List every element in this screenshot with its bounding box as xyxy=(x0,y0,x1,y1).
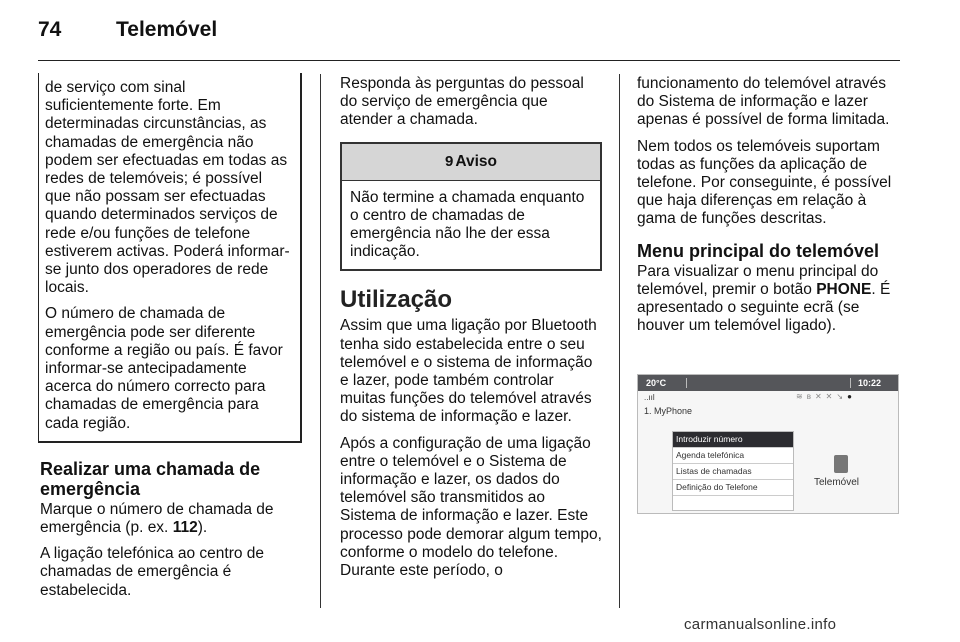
phone-icon: ↘ xyxy=(836,392,848,401)
note-paragraph-1: de serviço com sinal suficientemente forte. Em determinadas circunstâncias, as chamadas de emergência não podem ser efectuadas em todas as redes de telemóveis; é possível que não possam ser efectuadas quando determinados serviços de rede e/ou funções de telefone estiverem activas. Poderá informar-se junto dos operadores de rede locais. xyxy=(45,79,290,297)
column-divider-2 xyxy=(619,74,620,608)
p3-post: . É apresentado o seguinte ecrã (se houver um telemóvel ligado). xyxy=(637,280,891,335)
status-separator xyxy=(686,378,687,388)
menu-empty-row xyxy=(673,496,793,510)
page-number: 74 xyxy=(38,18,62,41)
emergency-call-paragraph-1 xyxy=(40,501,302,537)
emergency-call-paragraph-2: A ligação telefónica ao centro de chamadas de emergência é estabelecida. xyxy=(40,545,265,599)
connected-phone-name: 1. MyPhone xyxy=(644,406,693,416)
column-2 xyxy=(340,75,602,588)
menu-item-phonebook[interactable]: Agenda telefónica xyxy=(673,448,793,464)
wifi-icon: ≋ xyxy=(796,392,807,401)
menu-item-dial-number[interactable]: Introduzir número xyxy=(673,432,793,448)
p1-post: ). xyxy=(197,519,208,537)
footer-watermark: carmanualsonline.info xyxy=(684,616,837,633)
emergency-note-box xyxy=(38,73,302,443)
phone-menu-paragraph xyxy=(637,263,902,336)
data-transfer-paragraph: Após a configuração de uma ligação entre o telemóvel e o Sistema de informação e lazer, os dados do telemóvel são transmitidos ao Sistema de informação e lazer. Este processo pode demorar algum tempo, conforme o modelo do telefone. Durante este período, o xyxy=(340,434,602,580)
bluetooth-paragraph: Assim que uma ligação por Bluetooth tenha sido estabelecida entre o seu telemóvel e o sistema de informação e lazer, pode também controlar muitas funções do telemóvel através do sistema de informação e lazer. xyxy=(340,317,597,426)
column-3 xyxy=(637,75,902,343)
warning-icon: 9 xyxy=(445,152,454,170)
signal-strength-icon: ..ııl xyxy=(644,393,655,402)
warning-title: Aviso xyxy=(455,152,497,170)
phone-main-menu xyxy=(672,431,794,511)
warning-text: Não termine a chamada enquanto o centro de chamadas de emergência não lhe der essa indicação. xyxy=(350,188,585,261)
status-icons xyxy=(796,392,856,401)
column-divider-1 xyxy=(320,74,321,608)
emergency-call-heading: Realizar uma chamada de emergência xyxy=(40,458,261,499)
clock-readout: 10:22 xyxy=(858,378,882,388)
note-paragraph-2: O número de chamada de emergência pode ser diferente conforme a região ou país. É favor informar-se antecipadamente acerca do número correcto para chamadas de emergência para cada região. xyxy=(45,305,283,432)
bluetooth-icon: ʙ xyxy=(806,392,815,401)
p1-pre: Marque o número de chamada de emergência (p. ex. xyxy=(40,500,274,537)
infotainment-screenshot xyxy=(637,374,899,514)
limited-function-paragraph: funcionamento do telemóvel através do Sistema de informação e lazer apenas é possível de forma limitada. xyxy=(637,75,890,129)
answer-paragraph: Responda às perguntas do pessoal do serviço de emergência que atender a chamada. xyxy=(340,75,584,129)
warning-title-bar xyxy=(342,144,600,181)
page-title: Telemóvel xyxy=(116,18,218,41)
mobile-phone-icon xyxy=(834,455,848,473)
settings-icon: ● xyxy=(847,392,856,401)
temperature-readout: 20°C xyxy=(646,378,667,388)
infotainment-screen xyxy=(637,374,899,514)
menu-item-call-lists[interactable]: Listas de chamadas xyxy=(673,464,793,480)
menu-item-phone-settings[interactable]: Definição do Telefone xyxy=(673,480,793,496)
phone-menu-heading: Menu principal do telemóvel xyxy=(637,240,880,261)
p3-pre: Para visualizar o menu principal do telemóvel, premir o botão xyxy=(637,262,879,298)
header-rule xyxy=(38,60,900,61)
mute-icon: ✕ xyxy=(814,392,826,401)
column-1 xyxy=(40,75,302,608)
status-bar xyxy=(638,375,898,391)
call-icon: ✕ xyxy=(825,392,837,401)
phone-support-paragraph: Nem todos os telemóveis suportam todas as funções da aplicação de telefone. Por conseguinte, é possível que haja diferenças em relação à gama de funções descritas. xyxy=(637,137,892,228)
section-heading-utilizacao: Utilização xyxy=(340,286,453,314)
phone-button-label: PHONE xyxy=(816,280,872,298)
warning-box xyxy=(340,142,602,272)
phone-tile-label: Telemóvel xyxy=(814,477,860,488)
emergency-number: 112 xyxy=(172,519,198,537)
status-separator-2 xyxy=(850,378,851,388)
